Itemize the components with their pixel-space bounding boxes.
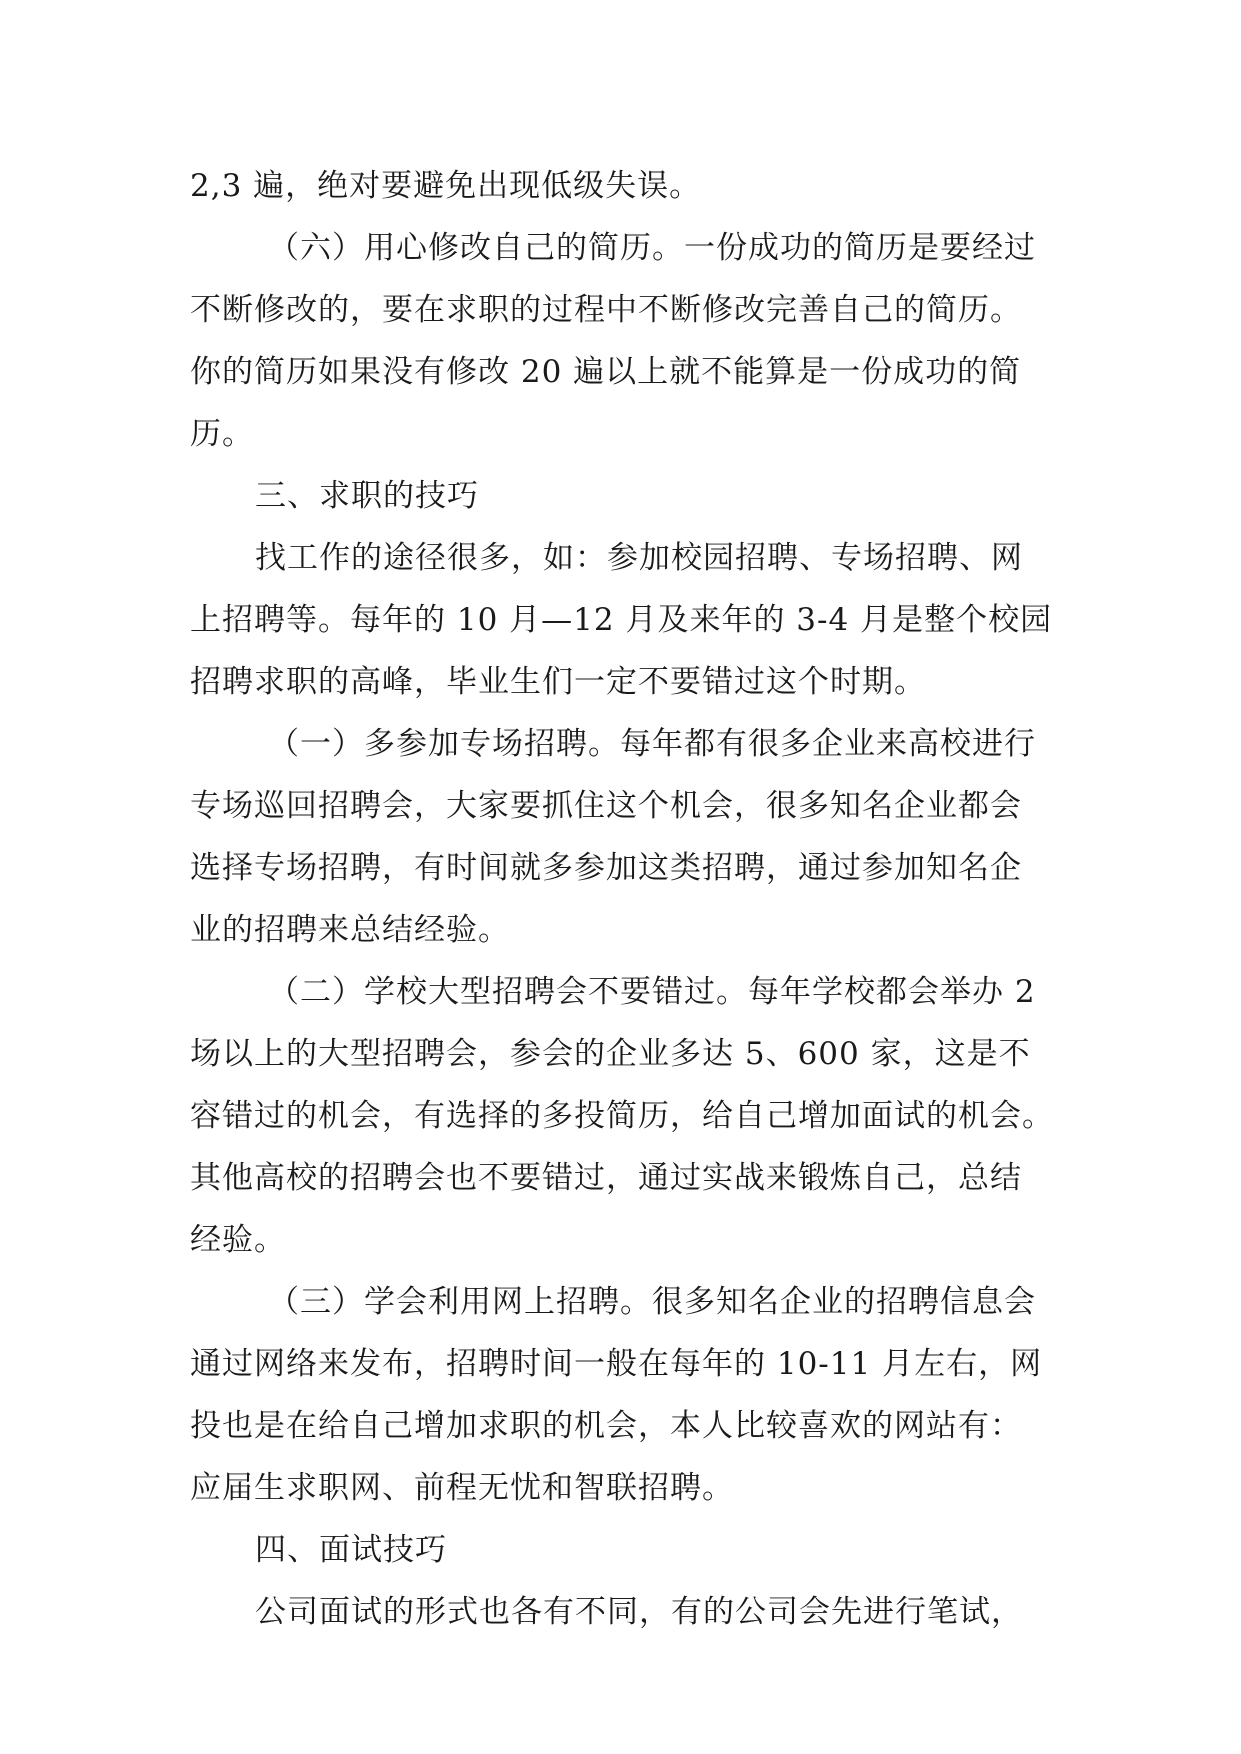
text-line: 你的简历如果没有修改 20 遍以上就不能算是一份成功的简 (190, 354, 1022, 390)
text-line: 公司面试的形式也各有不同，有的公司会先进行笔试， (255, 1594, 1023, 1630)
text-line: 历。 (190, 416, 254, 452)
text-line: 通过网络来发布，招聘时间一般在每年的 10-11 月左右，网 (190, 1346, 1043, 1382)
text-line: 找工作的途径很多，如：参加校园招聘、专场招聘、网 (255, 540, 1023, 576)
text-line: （二）学校大型招聘会不要错过。每年学校都会举办 2 (268, 974, 1036, 1010)
text-line: 场以上的大型招聘会，参会的企业多达 5、600 家，这是不 (190, 1036, 1031, 1072)
text-line: 容错过的机会，有选择的多投简历，给自己增加面试的机会。 (190, 1098, 1054, 1134)
text-line: 选择专场招聘，有时间就多参加这类招聘，通过参加知名企 (190, 850, 1022, 886)
text-line: （一）多参加专场招聘。每年都有很多企业来高校进行 (268, 726, 1036, 762)
text-line: 专场巡回招聘会，大家要抓住这个机会，很多知名企业都会 (190, 788, 1022, 824)
text-line: （三）学会利用网上招聘。很多知名企业的招聘信息会 (268, 1284, 1036, 1320)
text-line: 2,3 遍，绝对要避免出现低级失误。 (190, 168, 702, 204)
text-line: 应届生求职网、前程无忧和智联招聘。 (190, 1470, 734, 1506)
text-line: （六）用心修改自己的简历。一份成功的简历是要经过 (268, 230, 1036, 266)
text-line: 其他高校的招聘会也不要错过，通过实战来锻炼自己，总结 (190, 1160, 1022, 1196)
text-line: 业的招聘来总结经验。 (190, 912, 510, 948)
text-line: 上招聘等。每年的 10 月—12 月及来年的 3-4 月是整个校园 (190, 602, 1053, 638)
text-line: 不断修改的，要在求职的过程中不断修改完善自己的简历。 (190, 292, 1022, 328)
text-line: 招聘求职的高峰，毕业生们一定不要错过这个时期。 (190, 664, 926, 700)
section-heading: 三、求职的技巧 (255, 478, 479, 514)
text-line: 投也是在给自己增加求职的机会，本人比较喜欢的网站有： (190, 1408, 1022, 1444)
section-heading: 四、面试技巧 (255, 1532, 447, 1568)
text-line: 经验。 (190, 1222, 286, 1258)
